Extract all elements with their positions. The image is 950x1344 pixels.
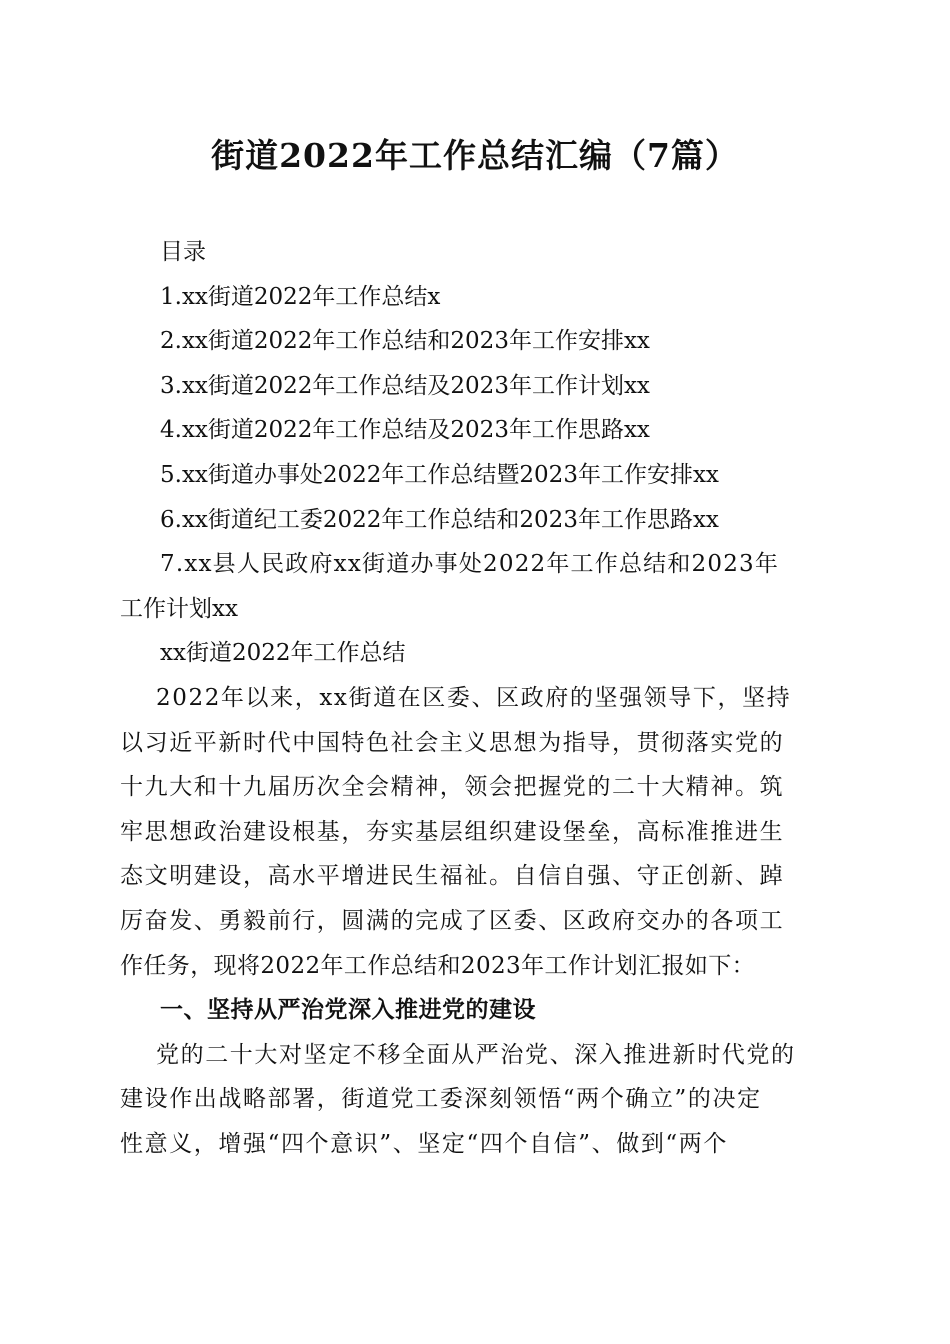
toc-label: 目录 <box>160 239 206 265</box>
intro-line: 2022年以来，xx街道在区委、区政府的坚强领导下，坚持 <box>156 684 792 711</box>
paragraph-line: 党的二十大对坚定不移全面从严治党、深入推进新时代党的 <box>156 1041 796 1068</box>
toc-item: 3.xx街道2022年工作总结及2023年工作计划xx <box>160 372 650 399</box>
section-title: xx街道2022年工作总结 <box>160 640 406 667</box>
paragraph-line: 性意义，增强“四个意识”、坚定“四个自信”、做到“两个 <box>120 1130 728 1157</box>
toc-item: 7.xx县人民政府xx街道办事处2022年工作总结和2023年 <box>160 551 780 578</box>
intro-line: 作任务，现将2022年工作总结和2023年工作计划汇报如下： <box>120 952 756 979</box>
toc-item: 1.xx街道2022年工作总结x <box>160 283 441 310</box>
toc-item: 4.xx街道2022年工作总结及2023年工作思路xx <box>160 417 650 444</box>
section-heading: 一、坚持从严治党深入推进党的建设 <box>160 997 536 1024</box>
document-body <box>120 230 830 1166</box>
toc-item: 2.xx街道2022年工作总结和2023年工作安排xx <box>160 328 650 355</box>
toc-item-continuation: 工作计划xx <box>120 595 238 622</box>
intro-line: 十九大和十九届历次全会精神，领会把握党的二十大精神。筑 <box>120 774 785 801</box>
document-title: 街道2022年工作总结汇编（7篇） <box>211 136 739 175</box>
intro-line: 厉奋发、勇毅前行，圆满的完成了区委、区政府交办的各项工 <box>120 907 785 934</box>
intro-line: 牢思想政治建设根基，夯实基层组织建设堡垒，高标准推进生 <box>120 818 785 845</box>
intro-line: 态文明建设，高水平增进民生福祉。自信自强、守正创新、踔 <box>120 863 785 890</box>
paragraph-line: 建设作出战略部署，街道党工委深刻领悟“两个确立”的决定 <box>120 1086 762 1113</box>
intro-line: 以习近平新时代中国特色社会主义思想为指导，贯彻落实党的 <box>120 729 785 756</box>
toc-item: 6.xx街道纪工委2022年工作总结和2023年工作思路xx <box>160 506 719 533</box>
toc-item: 5.xx街道办事处2022年工作总结暨2023年工作安排xx <box>160 461 719 488</box>
